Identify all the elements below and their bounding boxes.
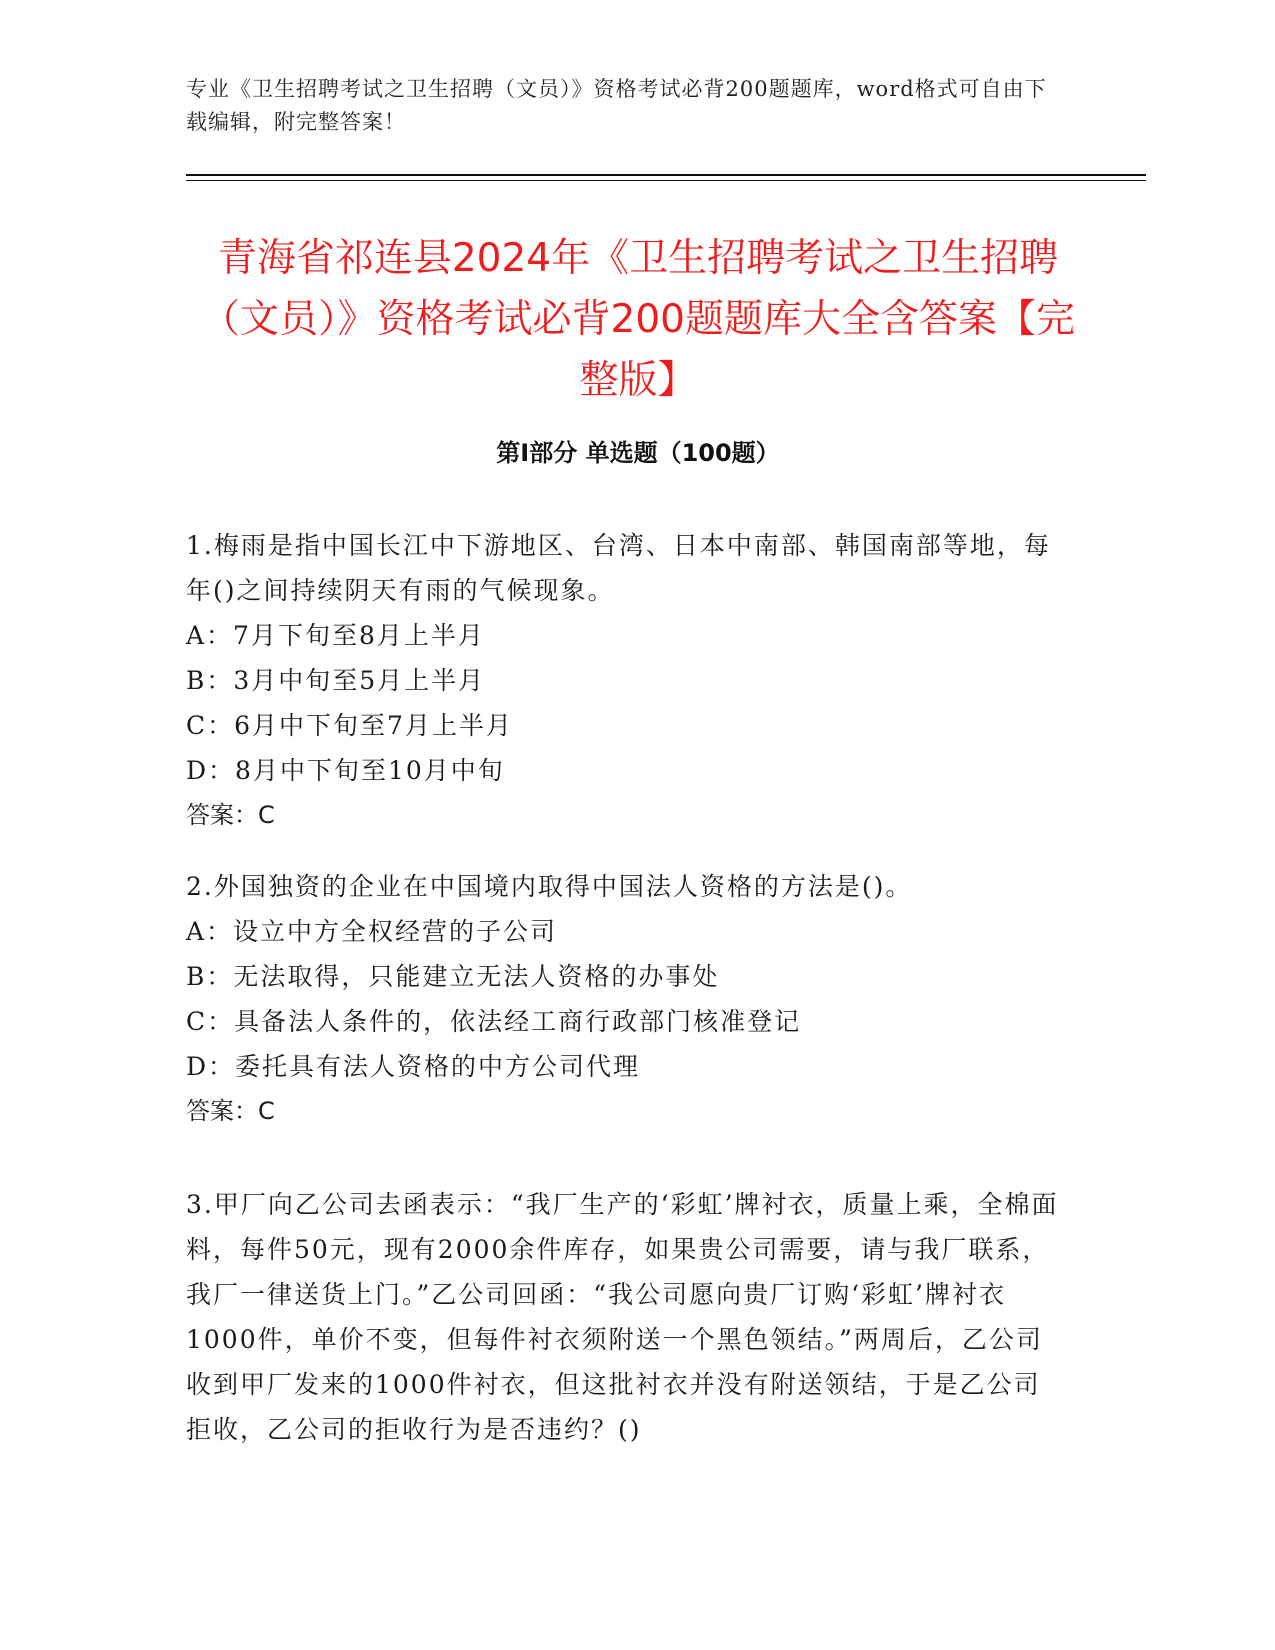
option-d: D：8月中下旬至10月中旬 — [186, 756, 505, 785]
question-text: 3.甲厂向乙公司去函表示：“我厂生产的‘彩虹’牌衬衣，质量上乘，全棉面料，每件50元，现有2000余件库存，如果贵公司需要，请与我厂联系，我厂一律送货上门。”乙公司回函：“我公司愿向贵厂订购‘彩虹’牌衬衣1000件，单价不变，但每件衬衣须附送一个黑色领结。”两周后，乙公司收到甲厂发来的1000件衬衣，但这批衬衣并没有附送领结，于是乙公司拒收，乙公司的拒收行为是否违约？() — [186, 1190, 1059, 1444]
header-rule-thin — [186, 180, 1146, 181]
document-title: 青海省祁连县2024年《卫生招聘考试之卫生招聘（文员）》资格考试必背200题题库大全含答案【完整版】 — [201, 236, 1075, 403]
header-rule-thick — [186, 174, 1146, 176]
answer: 答案：C — [186, 801, 275, 829]
option-d: D：委托具有法人资格的中方公司代理 — [186, 1052, 641, 1081]
option-b: B：无法取得，只能建立无法人资格的办事处 — [186, 962, 720, 991]
option-c: C：6月中下旬至7月上半月 — [186, 711, 513, 740]
header-note: 专业《卫生招聘考试之卫生招聘（文员）》资格考试必背200题题库，word格式可自由下载编辑，附完整答案！ — [186, 77, 1047, 134]
option-b: B：3月中旬至5月上半月 — [186, 666, 486, 695]
answer: 答案：C — [186, 1097, 275, 1125]
question-text: 1.梅雨是指中国长江中下游地区、台湾、日本中南部、韩国南部等地，每年()之间持续阴天有雨的气候现象。 — [186, 531, 1051, 605]
question-1 — [186, 523, 1066, 838]
question-text: 2.外国独资的企业在中国境内取得中国法人资格的方法是()。 — [186, 872, 913, 901]
question-3 — [186, 1182, 1066, 1452]
option-c: C：具备法人条件的，依法经工商行政部门核准登记 — [186, 1007, 802, 1036]
section-heading: 第Ⅰ部分 单选题（100题） — [496, 439, 780, 467]
question-2 — [186, 864, 1066, 1134]
option-a: A：设立中方全权经营的子公司 — [186, 917, 558, 946]
option-a: A：7月下旬至8月上半月 — [186, 621, 485, 650]
